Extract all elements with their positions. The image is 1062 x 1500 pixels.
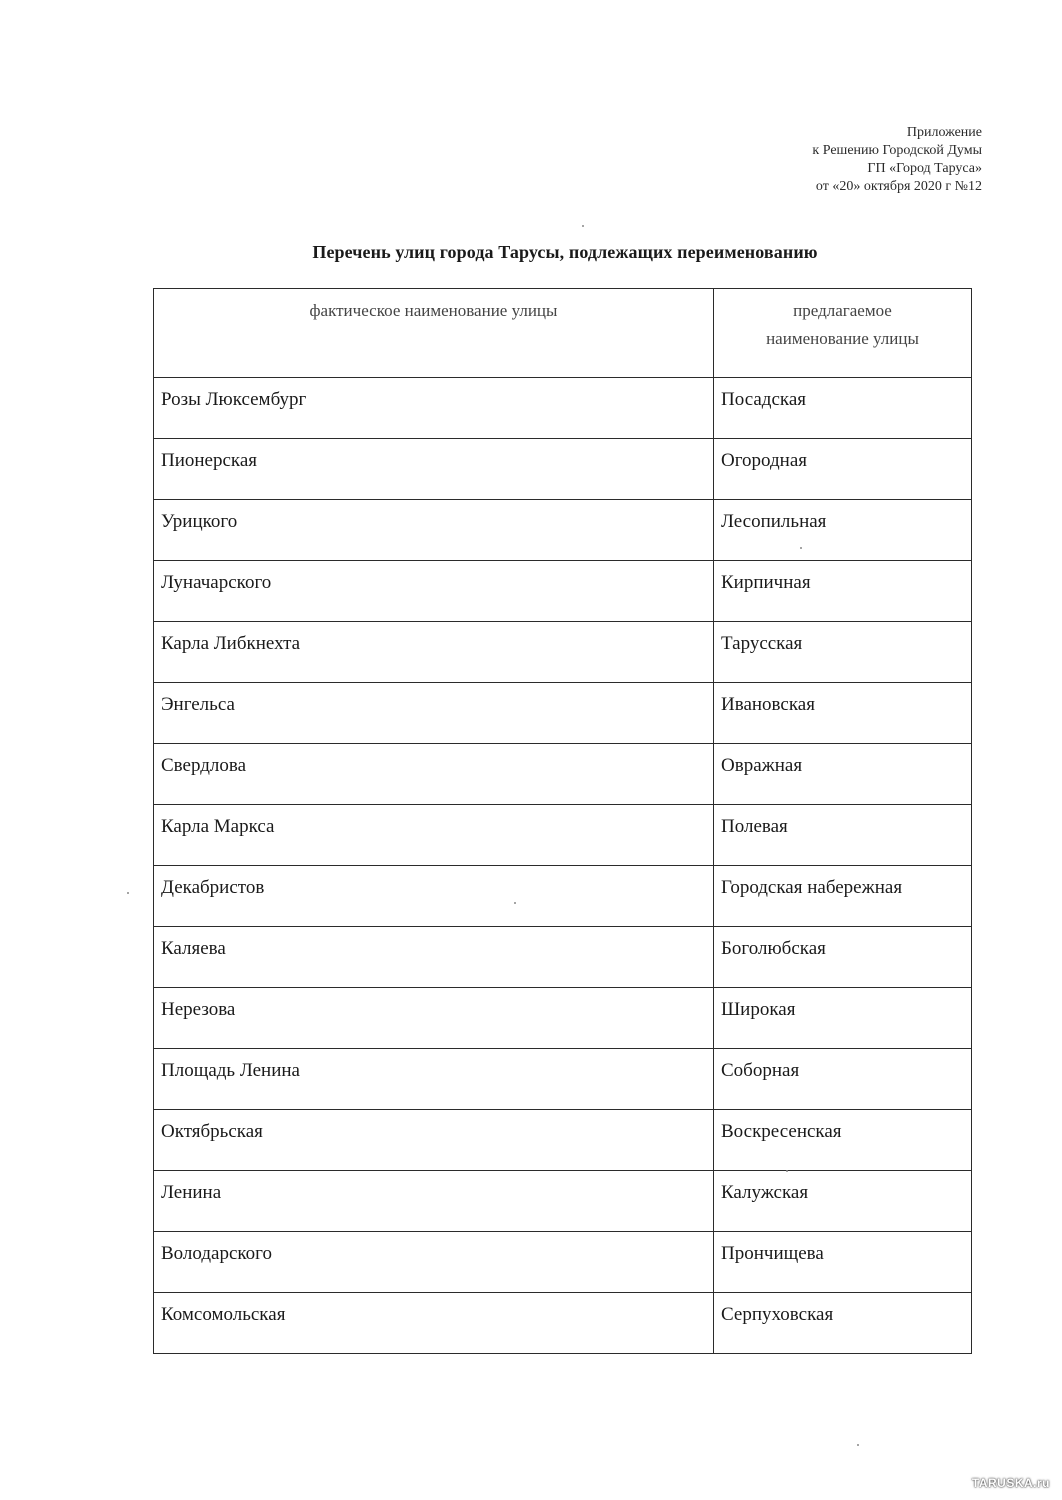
proposed-street-name: Городская набережная: [714, 866, 972, 927]
table-row: [154, 927, 972, 988]
proposed-street-name: Лесопильная: [714, 500, 972, 561]
scan-speck: [800, 547, 802, 549]
table-row: [154, 1171, 972, 1232]
current-street-name: Энгельса: [154, 683, 714, 744]
proposed-street-name: Кирпичная: [714, 561, 972, 622]
proposed-street-name: Огородная: [714, 439, 972, 500]
scan-speck: [786, 1170, 788, 1172]
current-street-name: Карла Маркса: [154, 805, 714, 866]
table-row: [154, 500, 972, 561]
table-row: [154, 561, 972, 622]
current-street-name: Урицкого: [154, 500, 714, 561]
table-row: [154, 1110, 972, 1171]
appendix-line: к Решению Городской Думы: [812, 143, 982, 158]
current-street-name: Каляева: [154, 927, 714, 988]
current-street-name: Карла Либкнехта: [154, 622, 714, 683]
table-row: [154, 683, 972, 744]
appendix-line: Приложение: [906, 125, 982, 140]
current-street-name: Свердлова: [154, 744, 714, 805]
header-current-name: фактическое наименование улицы: [154, 289, 714, 378]
table-row: [154, 1049, 972, 1110]
proposed-street-name: Боголюбская: [714, 927, 972, 988]
header-proposed-name: [714, 289, 972, 378]
table-row: [154, 805, 972, 866]
proposed-street-name: Полевая: [714, 805, 972, 866]
proposed-street-name: Овражная: [714, 744, 972, 805]
table-row: [154, 1232, 972, 1293]
proposed-street-name: Широкая: [714, 988, 972, 1049]
header-proposed-line: наименование улицы: [766, 329, 919, 348]
current-street-name: Октябрьская: [154, 1110, 714, 1171]
table-header-row: [154, 289, 972, 378]
proposed-street-name: Воскресенская: [714, 1110, 972, 1171]
scan-speck: [582, 225, 584, 227]
table-row: [154, 622, 972, 683]
proposed-street-name: Калужская: [714, 1171, 972, 1232]
current-street-name: Луначарского: [154, 561, 714, 622]
appendix-line: от «20» октября 2020 г №12: [815, 179, 982, 194]
table-row: [154, 1293, 972, 1354]
current-street-name: Площадь Ленина: [154, 1049, 714, 1110]
streets-table: [153, 288, 972, 1354]
scan-speck: [857, 1444, 859, 1446]
table-row: [154, 988, 972, 1049]
current-street-name: Комсомольская: [154, 1293, 714, 1354]
current-street-name: Ленина: [154, 1171, 714, 1232]
site-watermark: TARUSKA.ru: [971, 1476, 1050, 1490]
proposed-street-name: Тарусская: [714, 622, 972, 683]
current-street-name: Пионерская: [154, 439, 714, 500]
proposed-street-name: Прончищева: [714, 1232, 972, 1293]
appendix-line: ГП «Город Таруса»: [867, 161, 982, 176]
document-title: Перечень улиц города Тарусы, подлежащих переименованию: [312, 242, 818, 262]
table-row: [154, 866, 972, 927]
scan-speck: [127, 892, 129, 894]
current-street-name: Розы Люксембург: [154, 378, 714, 439]
current-street-name: Декабристов: [154, 866, 714, 927]
current-street-name: Володарского: [154, 1232, 714, 1293]
table-row: [154, 439, 972, 500]
scan-speck: [514, 902, 516, 904]
table-row: [154, 744, 972, 805]
proposed-street-name: Ивановская: [714, 683, 972, 744]
proposed-street-name: Посадская: [714, 378, 972, 439]
appendix-header: [812, 124, 982, 196]
proposed-street-name: Соборная: [714, 1049, 972, 1110]
current-street-name: Нерезова: [154, 988, 714, 1049]
header-proposed-line: предлагаемое: [793, 301, 892, 320]
table-row: [154, 378, 972, 439]
proposed-street-name: Серпуховская: [714, 1293, 972, 1354]
